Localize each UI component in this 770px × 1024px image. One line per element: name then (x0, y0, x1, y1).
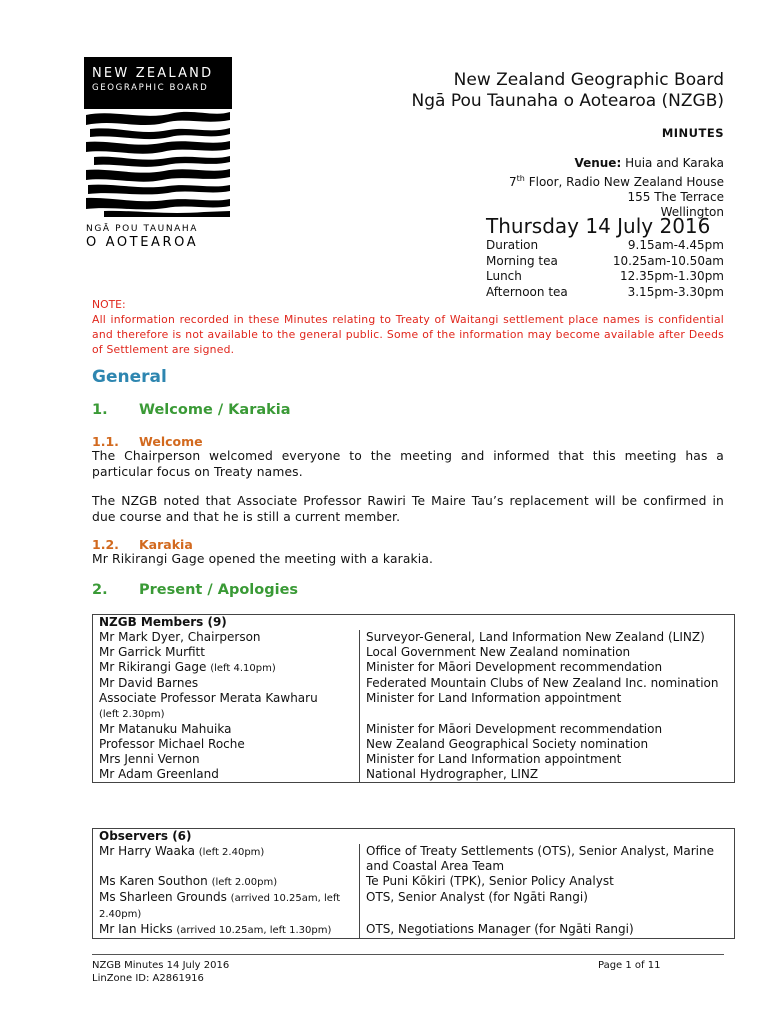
observer-role: Te Puni Kōkiri (TPK), Senior Policy Analyst (360, 874, 735, 890)
welcome-paragraph-2: The NZGB noted that Associate Professor Rawiri Te Maire Tau’s replacement will be confirmed in due course and that he is still a current member. (92, 494, 724, 524)
table-row (93, 645, 735, 660)
footer-divider (92, 954, 724, 955)
member-role: Federated Mountain Clubs of New Zealand Inc. nomination (360, 676, 735, 691)
observer-note: (arrived 10.25am, left 2.40pm) (99, 893, 341, 920)
page-number: Page 1 of 11 (598, 960, 661, 971)
table-row (93, 844, 735, 874)
schedule-row (486, 238, 724, 254)
member-role: Minister for Māori Development recommendation (360, 722, 735, 737)
observer-note: (left 2.00pm) (211, 877, 278, 888)
member-role: Minister for Land Information appointment (360, 691, 735, 722)
subsection-1-2-heading (92, 537, 193, 552)
observer-name: Mr Harry Waaka (99, 844, 195, 858)
subsection-number: 1.1. (92, 434, 119, 449)
member-name: Mr Adam Greenland (99, 767, 219, 781)
footer-doc-title: NZGB Minutes 14 July 2016 (92, 960, 230, 971)
table-row (93, 691, 735, 722)
nzgb-logo (84, 57, 232, 257)
schedule-row (486, 254, 724, 270)
floor-text: Floor, Radio New Zealand House (528, 175, 724, 189)
subsection-1-1-heading (92, 434, 203, 449)
logo-line-3: NGĀ POU TAUNAHA (86, 224, 199, 234)
member-name: Associate Professor Merata Kawharu (99, 691, 318, 705)
venue-value: Huia and Karaka (625, 156, 724, 170)
logo-line-2: GEOGRAPHIC BOARD (92, 83, 209, 93)
observer-name: Ms Sharleen Grounds (99, 890, 227, 904)
table-row (93, 630, 735, 645)
logo-line-4: O AOTEAROA (86, 235, 199, 250)
venue-address-2: Wellington (660, 205, 724, 219)
table-row (93, 676, 735, 691)
welcome-paragraph-1: The Chairperson welcomed everyone to the meeting and informed that this meeting has a particular focus on Treaty names. (92, 449, 724, 479)
members-heading: NZGB Members (9) (93, 615, 735, 631)
table-row (93, 752, 735, 767)
member-name: Mrs Jenni Vernon (99, 752, 200, 766)
floor-suffix: th (516, 174, 525, 183)
member-note: (left 2.30pm) (99, 709, 165, 720)
footer-doc-id: LinZone ID: A2861916 (92, 973, 204, 984)
board-title-english: New Zealand Geographic Board (453, 70, 724, 90)
subsection-number: 1.2. (92, 537, 119, 552)
table-header-row (93, 615, 735, 631)
table-header-row (93, 829, 735, 845)
observer-role: Office of Treaty Settlements (OTS), Senior Analyst, Marine and Coastal Area Team (360, 844, 735, 874)
member-note: (left 4.10pm) (210, 663, 276, 674)
floor-number: 7 (509, 175, 517, 189)
member-name: Mr Garrick Murfitt (99, 645, 205, 659)
subsection-title: Karakia (139, 537, 193, 552)
observers-heading: Observers (6) (93, 829, 735, 845)
karakia-paragraph: Mr Rikirangi Gage opened the meeting with a karakia. (92, 552, 434, 566)
section-2-heading (92, 582, 298, 598)
member-role: Minister for Māori Development recommendation (360, 660, 735, 676)
table-row (93, 660, 735, 676)
document-type-label: MINUTES (661, 126, 724, 140)
section-number: 2. (92, 582, 108, 598)
venue-label: Venue: (574, 156, 622, 170)
member-name: Mr David Barnes (99, 676, 199, 690)
table-row (93, 767, 735, 783)
observers-table (92, 828, 735, 939)
logo-header-block (84, 57, 232, 109)
member-role: Minister for Land Information appointment (360, 752, 735, 767)
schedule-row (486, 269, 724, 285)
member-role: New Zealand Geographical Society nomination (360, 737, 735, 752)
table-row (93, 737, 735, 752)
logo-landscape-art (84, 109, 232, 217)
schedule-label: Morning tea (486, 253, 558, 268)
member-name: Mr Rikirangi Gage (99, 660, 207, 674)
schedule-time: 9.15am-4.45pm (627, 238, 724, 252)
section-1-heading (92, 402, 291, 418)
schedule-label: Lunch (486, 269, 522, 283)
schedule-label: Duration (486, 238, 539, 252)
table-row (93, 890, 735, 922)
logo-footer-block (84, 223, 232, 251)
observer-note: (left 2.40pm) (198, 847, 265, 858)
general-heading: General (92, 367, 167, 387)
observer-name: Mr Ian Hicks (99, 922, 173, 936)
member-name: Mr Matanuku Mahuika (99, 722, 232, 736)
member-role: Surveyor-General, Land Information New Zealand (LINZ) (360, 630, 735, 645)
note-label: NOTE: (92, 298, 126, 311)
member-role: National Hydrographer, LINZ (360, 767, 735, 783)
schedule-list (486, 238, 724, 300)
schedule-time: 3.15pm-3.30pm (627, 284, 724, 299)
schedule-label: Afternoon tea (486, 284, 568, 299)
observer-note: (arrived 10.25am, left 1.30pm) (176, 925, 332, 936)
confidentiality-note (92, 297, 724, 357)
schedule-time: 10.25am-10.50am (612, 253, 724, 268)
observer-role: OTS, Negotiations Manager (for Ngāti Rangi) (360, 922, 735, 939)
table-row (93, 722, 735, 737)
members-table (92, 614, 735, 783)
table-row (93, 922, 735, 939)
section-title: Welcome / Karakia (139, 402, 291, 418)
table-row (93, 874, 735, 890)
section-number: 1. (92, 402, 108, 418)
board-title-maori: Ngā Pou Taunaha o Aotearoa (NZGB) (411, 91, 724, 111)
footer-left (92, 959, 229, 985)
member-role: Local Government New Zealand nomination (360, 645, 735, 660)
section-title: Present / Apologies (139, 582, 299, 598)
schedule-time: 12.35pm-1.30pm (619, 269, 724, 283)
member-name: Mr Mark Dyer, Chairperson (99, 630, 261, 644)
subsection-title: Welcome (139, 434, 203, 449)
meeting-date: Thursday 14 July 2016 (486, 214, 711, 238)
logo-line-1: NEW ZEALAND (92, 66, 214, 81)
member-name: Professor Michael Roche (99, 737, 245, 751)
venue-address-1: 155 The Terrace (627, 190, 724, 204)
venue-block (509, 156, 724, 220)
observer-name: Ms Karen Southon (99, 874, 208, 888)
note-text: All information recorded in these Minutes relating to Treaty of Waitangi settlement place names is confidential and therefore is not available to the general public. Some of the information may become available after Deeds of Settlement are signed. (92, 313, 724, 356)
observer-role: OTS, Senior Analyst (for Ngāti Rangi) (360, 890, 735, 922)
